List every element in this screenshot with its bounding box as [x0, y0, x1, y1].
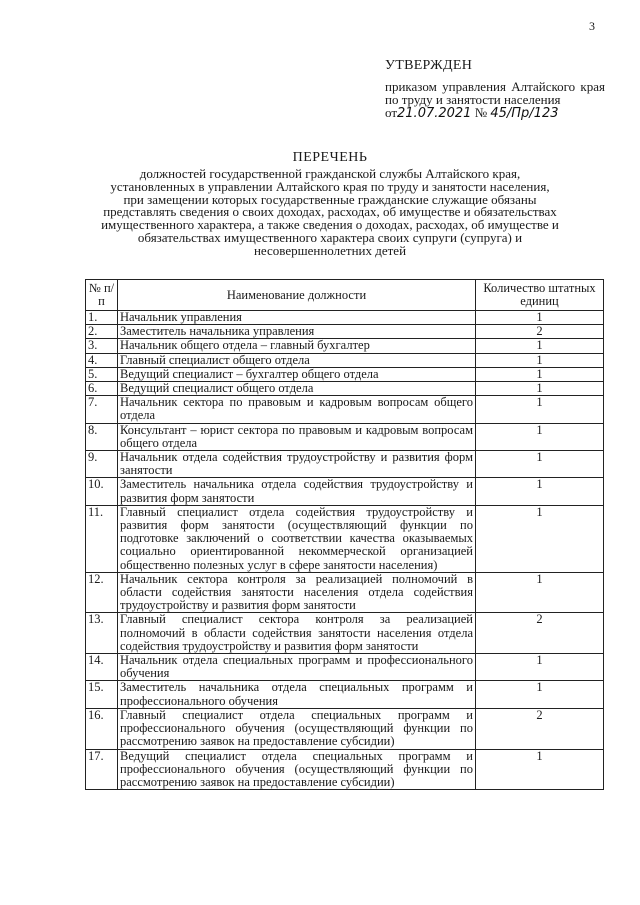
table-row	[86, 654, 604, 681]
approval-number: 45/Пр/123	[490, 106, 559, 121]
table-row	[86, 708, 604, 749]
position-count: 1	[476, 451, 604, 478]
position-count: 1	[476, 654, 604, 681]
row-number: 9.	[86, 451, 118, 478]
table-row	[86, 311, 604, 325]
table-row	[86, 749, 604, 790]
table-row	[86, 396, 604, 423]
list-subtitle: должностей государственной гражданской службы Алтайского края, установленных в управлении Алтайского края по труду и занятости населения, при замещении которых государственные гражданские служащие обязаны представлять сведения о своих доходах, расходах, об имуществе и обязательствах имущественного характера, а также сведения о доходах, расходах, об имуществе и обязательствах имущественного характера своих супруги (супруга) и несовершеннолетних детей	[101, 166, 559, 258]
page-number: 3	[589, 19, 595, 33]
position-name: Начальник общего отдела – главный бухгалтер	[118, 339, 476, 353]
table-row	[86, 505, 604, 572]
position-name: Главный специалист отдела содействия трудоустройству и развития форм занятости (осуществляющий функции по подготовке заключений о соответствии качества оказываемых социально ориентированной некоммерческой организацией общественно полезных услуг в сфере занятости населения)	[118, 505, 476, 572]
approval-block	[385, 58, 605, 123]
table-row	[86, 451, 604, 478]
position-count: 1	[476, 353, 604, 367]
position-count: 1	[476, 505, 604, 572]
approval-text: приказом управления Алтайского края по труду и занятости населения	[385, 79, 605, 107]
table-row	[86, 339, 604, 353]
position-name: Главный специалист сектора контроля за реализацией полномочий в области содействия занятости населения отдела содействия трудоустройству и развития форм занятости	[118, 613, 476, 654]
position-name: Ведущий специалист отдела специальных программ и профессионального обучения (осуществляющий функции по рассмотрению заявок на предоставление субсидии)	[118, 749, 476, 790]
row-number: 16.	[86, 708, 118, 749]
table-row	[86, 382, 604, 396]
row-number: 1.	[86, 311, 118, 325]
row-number: 14.	[86, 654, 118, 681]
row-number: 15.	[86, 681, 118, 708]
position-count: 1	[476, 311, 604, 325]
position-count: 1	[476, 396, 604, 423]
row-number: 2.	[86, 325, 118, 339]
table-row	[86, 572, 604, 613]
position-name: Главный специалист общего отдела	[118, 353, 476, 367]
position-name: Ведущий специалист – бухгалтер общего отдела	[118, 367, 476, 381]
table-row	[86, 325, 604, 339]
header-num: № п/п	[86, 280, 118, 311]
header-qty: Количество штатных единиц	[476, 280, 604, 311]
approval-order-line	[385, 104, 605, 123]
row-number: 17.	[86, 749, 118, 790]
position-count: 1	[476, 382, 604, 396]
table-row	[86, 681, 604, 708]
position-count: 1	[476, 339, 604, 353]
position-name: Заместитель начальника отдела содействия трудоустройству и развития форм занятости	[118, 478, 476, 505]
position-count: 1	[476, 681, 604, 708]
table-row	[86, 478, 604, 505]
approval-title: УТВЕРЖДЕН	[385, 58, 473, 73]
table-row	[86, 613, 604, 654]
position-name: Главный специалист отдела специальных программ и профессионального обучения (осуществляющий функции по рассмотрению заявок на предоставление субсидии)	[118, 708, 476, 749]
position-name: Начальник управления	[118, 311, 476, 325]
table-row	[86, 353, 604, 367]
position-name: Начальник отдела специальных программ и профессионального обучения	[118, 654, 476, 681]
row-number: 7.	[86, 396, 118, 423]
list-heading	[100, 150, 560, 258]
row-number: 13.	[86, 613, 118, 654]
position-name: Заместитель начальника управления	[118, 325, 476, 339]
row-number: 5.	[86, 367, 118, 381]
approval-date: 21.07.2021	[397, 106, 472, 121]
table-header-row	[86, 280, 604, 311]
row-number: 10.	[86, 478, 118, 505]
position-count: 2	[476, 325, 604, 339]
position-count: 2	[476, 708, 604, 749]
positions-table	[85, 279, 604, 790]
position-count: 1	[476, 572, 604, 613]
row-number: 12.	[86, 572, 118, 613]
position-count: 1	[476, 367, 604, 381]
position-name: Начальник сектора по правовым и кадровым вопросам общего отдела	[118, 396, 476, 423]
row-number: 8.	[86, 423, 118, 450]
table-row	[86, 367, 604, 381]
position-name: Начальник отдела содействия трудоустройству и развития форм занятости	[118, 451, 476, 478]
position-name: Ведущий специалист общего отдела	[118, 382, 476, 396]
date-prefix: от	[385, 105, 398, 120]
position-count: 1	[476, 478, 604, 505]
header-name: Наименование должности	[118, 280, 476, 311]
position-name: Заместитель начальника отдела специальных программ и профессионального обучения	[118, 681, 476, 708]
table-body	[86, 311, 604, 790]
position-count: 1	[476, 749, 604, 790]
row-number: 4.	[86, 353, 118, 367]
row-number: 6.	[86, 382, 118, 396]
table-row	[86, 423, 604, 450]
row-number: 11.	[86, 505, 118, 572]
position-name: Консультант – юрист сектора по правовым и кадровым вопросам общего отдела	[118, 423, 476, 450]
number-prefix: №	[474, 105, 488, 120]
list-title: ПЕРЕЧЕНЬ	[292, 150, 368, 165]
row-number: 3.	[86, 339, 118, 353]
position-count: 1	[476, 423, 604, 450]
position-name: Начальник сектора контроля за реализацией полномочий в области содействия занятости населения отдела содействия трудоустройству и развития форм занятости	[118, 572, 476, 613]
position-count: 2	[476, 613, 604, 654]
